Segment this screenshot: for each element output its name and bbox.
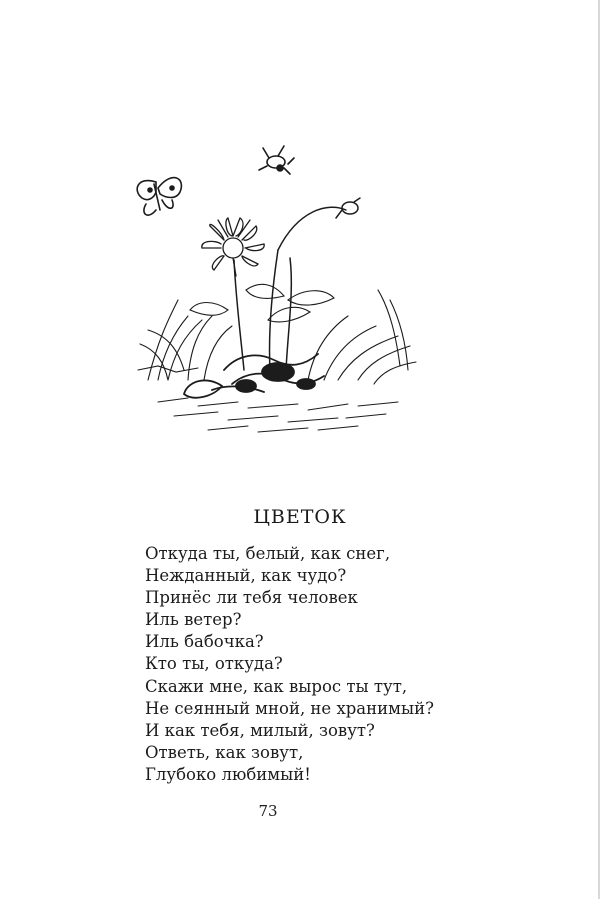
poem-line: Принёс ли тебя человек <box>145 588 358 607</box>
poem-line: И как тебя, милый, зовут? <box>145 721 375 740</box>
poem-line: Иль ветер? <box>145 610 242 629</box>
poem-line: Откуда ты, белый, как снег, <box>145 544 391 563</box>
poem-title: ЦВЕТОК <box>253 506 347 528</box>
poem-line: Кто ты, откуда? <box>145 654 283 673</box>
poem-stanza <box>145 676 434 786</box>
poem-line: Скажи мне, как вырос ты тут, <box>145 677 408 696</box>
poem-line: Не сеянный мной, не хранимый? <box>145 699 434 718</box>
poem-line: Ответь, как зовут, <box>145 743 304 762</box>
poem-line: Глубоко любимый! <box>145 765 311 784</box>
poem-stanza <box>145 543 390 675</box>
flower-butterflies-sketch-icon <box>128 140 420 440</box>
poem-line: Иль бабочка? <box>145 632 264 651</box>
poem-line: Нежданный, как чудо? <box>145 566 347 585</box>
page-number: 73 <box>258 802 278 820</box>
